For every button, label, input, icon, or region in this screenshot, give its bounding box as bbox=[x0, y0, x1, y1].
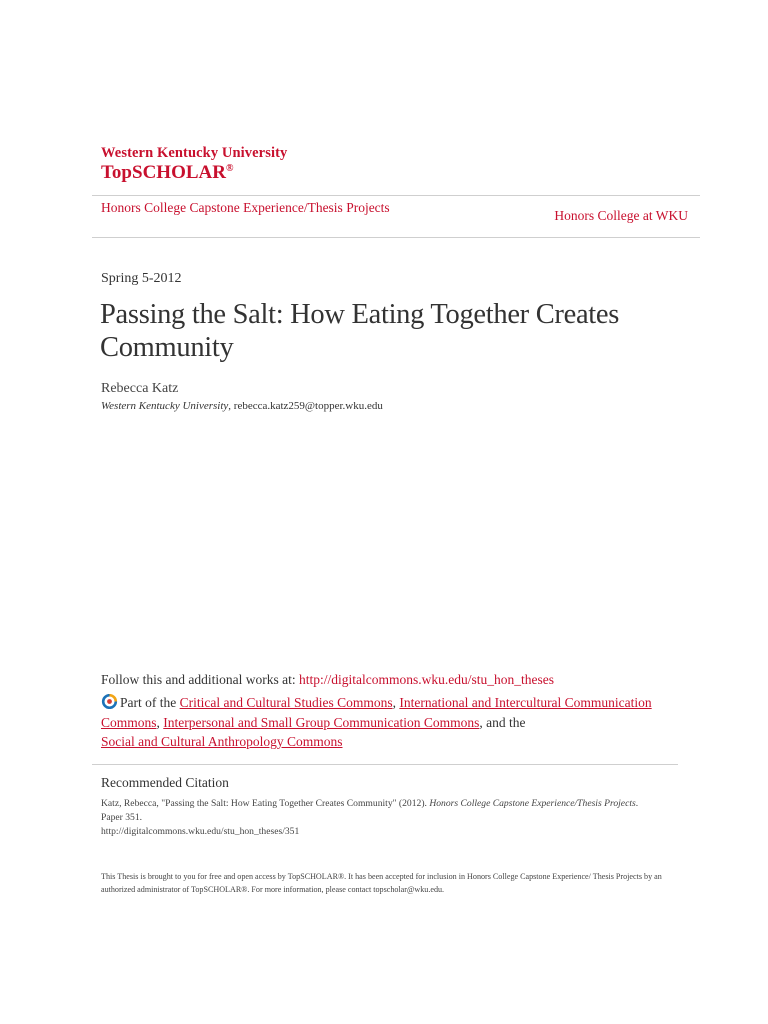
citation-divider bbox=[92, 764, 678, 765]
repository-label: TopSCHOLAR bbox=[101, 162, 226, 183]
commons-link-interpersonal[interactable]: Interpersonal and Small Group Communication Commons bbox=[163, 714, 480, 730]
author-name: Rebecca Katz bbox=[101, 381, 179, 396]
series-link[interactable]: Honors College Capstone Experience/Thesis Projects bbox=[101, 200, 390, 215]
separator: , and the bbox=[479, 714, 526, 730]
follow-label: Follow this and additional works at: bbox=[101, 672, 299, 687]
separator: , bbox=[156, 714, 164, 730]
affiliation-email: , rebecca.katz259@topper.wku.edu bbox=[228, 400, 383, 412]
registered-mark: ® bbox=[225, 163, 234, 174]
commons-link-critical-cultural[interactable]: Critical and Cultural Studies Commons bbox=[179, 695, 393, 710]
commons-link-international-intercultural[interactable]: International and Intercultural Communication Commons bbox=[101, 695, 652, 730]
affiliation-institution: Western Kentucky University bbox=[101, 400, 229, 412]
header-divider bbox=[92, 237, 700, 238]
follow-line bbox=[101, 672, 554, 688]
access-notice: This Thesis is brought to you for free and open access by TopSCHOLAR®. It has been accepted for inclusion in Honors College Capstone Experience/ Thesis Projects by an authorized administrator of TopSCHOLAR®. For more information, please contact topscholar@wku.edu. bbox=[101, 872, 662, 894]
author-affiliation bbox=[101, 400, 383, 412]
commons-link-social-anthropology[interactable]: Social and Cultural Anthropology Commons bbox=[101, 734, 343, 749]
part-of-prefix: Part of the bbox=[120, 695, 180, 710]
publication-date: Spring 5-2012 bbox=[101, 271, 182, 286]
paper-title: Passing the Salt: How Eating Together Creates Community bbox=[100, 299, 620, 363]
follow-link[interactable]: http://digitalcommons.wku.edu/stu_hon_theses bbox=[299, 672, 554, 687]
part-of-commons bbox=[101, 693, 661, 752]
top-divider bbox=[92, 195, 700, 196]
institution-name: Western Kentucky University bbox=[101, 145, 288, 161]
separator: , bbox=[392, 695, 400, 710]
citation-series: Honors College Capstone Experience/Thesis Projects bbox=[429, 798, 636, 809]
repository-name bbox=[101, 162, 233, 184]
citation-paper: . Paper 351. bbox=[101, 798, 639, 823]
citation-url: http://digitalcommons.wku.edu/stu_hon_theses/351 bbox=[101, 826, 300, 837]
citation-text bbox=[101, 797, 661, 839]
citation-plain: Katz, Rebecca, "Passing the Salt: How Eating Together Creates Community" (2012). bbox=[101, 798, 430, 809]
college-link[interactable]: Honors College at WKU bbox=[554, 208, 688, 223]
bepress-network-icon bbox=[101, 694, 118, 709]
citation-heading: Recommended Citation bbox=[101, 775, 229, 790]
